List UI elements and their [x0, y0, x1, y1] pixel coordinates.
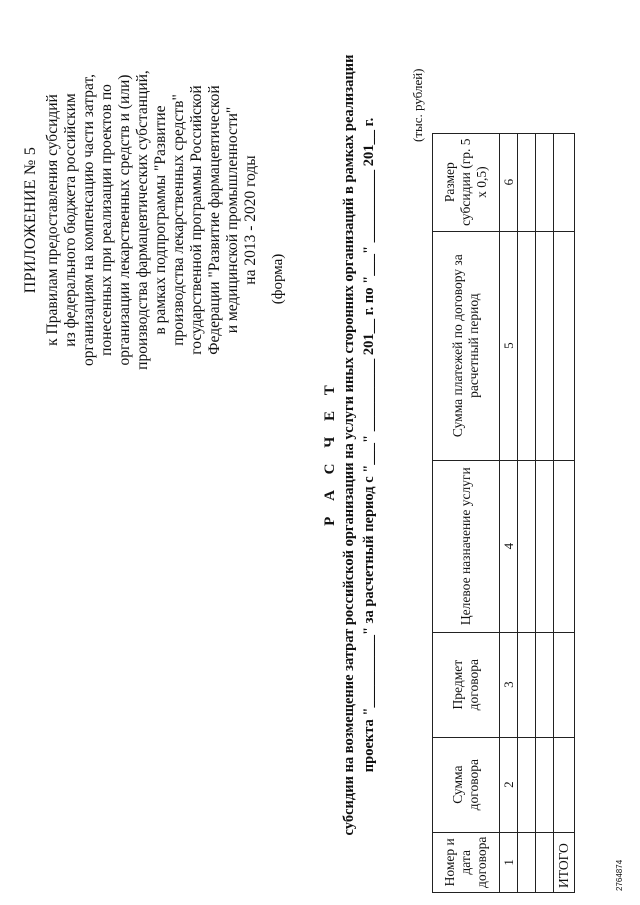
table-cell — [518, 832, 536, 892]
table-cell — [554, 133, 575, 231]
column-number: 5 — [500, 231, 518, 460]
column-header-subsidy-amount: Размер субсидии (гр. 5 x 0,5) — [433, 133, 500, 231]
column-header-contract-amount: Сумма договора — [433, 737, 500, 832]
annex-block — [22, 45, 260, 395]
column-header-contract-subject: Предмет договора — [433, 632, 500, 737]
column-number-row — [500, 133, 518, 892]
table-cell — [536, 460, 554, 632]
total-row — [554, 133, 575, 892]
table-cell — [554, 460, 575, 632]
table-row — [536, 133, 554, 892]
annex-line: в рамках подпрограммы "Развитие — [152, 105, 169, 335]
column-header-service-purpose: Целевое назначение услуги — [433, 460, 500, 632]
table-cell — [554, 231, 575, 460]
annex-line: производства фармацевтических субстанций, — [134, 70, 151, 370]
annex-line: организации лекарственных средств и (или) — [116, 74, 133, 366]
calculation-heading — [339, 25, 379, 865]
heading-line-2: проекта "__________" за расчетный период с "___" __________ 201__ г. по "___" __________ 201__ г. — [361, 117, 377, 773]
column-header-contract-number: Номер и дата договора — [433, 832, 500, 892]
calculation-table — [432, 133, 575, 893]
heading-line-1: субсидии на возмещение затрат российской организации на услуги иных сторонних организаций в рамках реализации — [341, 54, 357, 836]
annex-line: организациям на компенсацию части затрат, — [80, 73, 97, 367]
column-header-payments-amount: Сумма платежей по договору за расчетный период — [433, 231, 500, 460]
table-cell — [518, 460, 536, 632]
annex-line: производства лекарственных средств" — [170, 94, 187, 346]
document-code: 2764874 — [615, 859, 624, 891]
table-cell — [536, 231, 554, 460]
annex-title: ПРИЛОЖЕНИЕ № 5 — [22, 146, 39, 294]
table-cell — [518, 133, 536, 231]
annex-line: на 2013 - 2020 годы — [242, 155, 259, 285]
column-number: 1 — [500, 832, 518, 892]
table-cell — [554, 632, 575, 737]
table-cell — [536, 133, 554, 231]
table-cell — [518, 632, 536, 737]
table-cell — [536, 737, 554, 832]
column-number: 4 — [500, 460, 518, 632]
annex-line: из федерального бюджета российским — [62, 93, 79, 347]
document-title: Р А С Ч Е Т — [322, 379, 338, 526]
total-label: ИТОГО — [554, 832, 575, 892]
column-number: 2 — [500, 737, 518, 832]
units-label: (тыс. рублей) — [410, 68, 425, 142]
table-row — [518, 133, 536, 892]
annex-line: понесенных при реализации проектов по — [98, 84, 115, 356]
table-cell — [554, 737, 575, 832]
annex-line: к Правилам предоставления субсидий — [44, 94, 61, 346]
annex-line: и медицинской промышленности" — [224, 106, 241, 334]
table-cell — [518, 231, 536, 460]
table-cell — [536, 832, 554, 892]
column-number: 6 — [500, 133, 518, 231]
table-cell — [536, 632, 554, 737]
table-cell — [518, 737, 536, 832]
table-header-row — [433, 133, 500, 892]
form-label: (форма) — [270, 253, 286, 305]
annex-line: Федерации "Развитие фармацевтической — [206, 85, 223, 355]
annex-line: государственной программы Российской — [188, 85, 205, 355]
column-number: 3 — [500, 632, 518, 737]
